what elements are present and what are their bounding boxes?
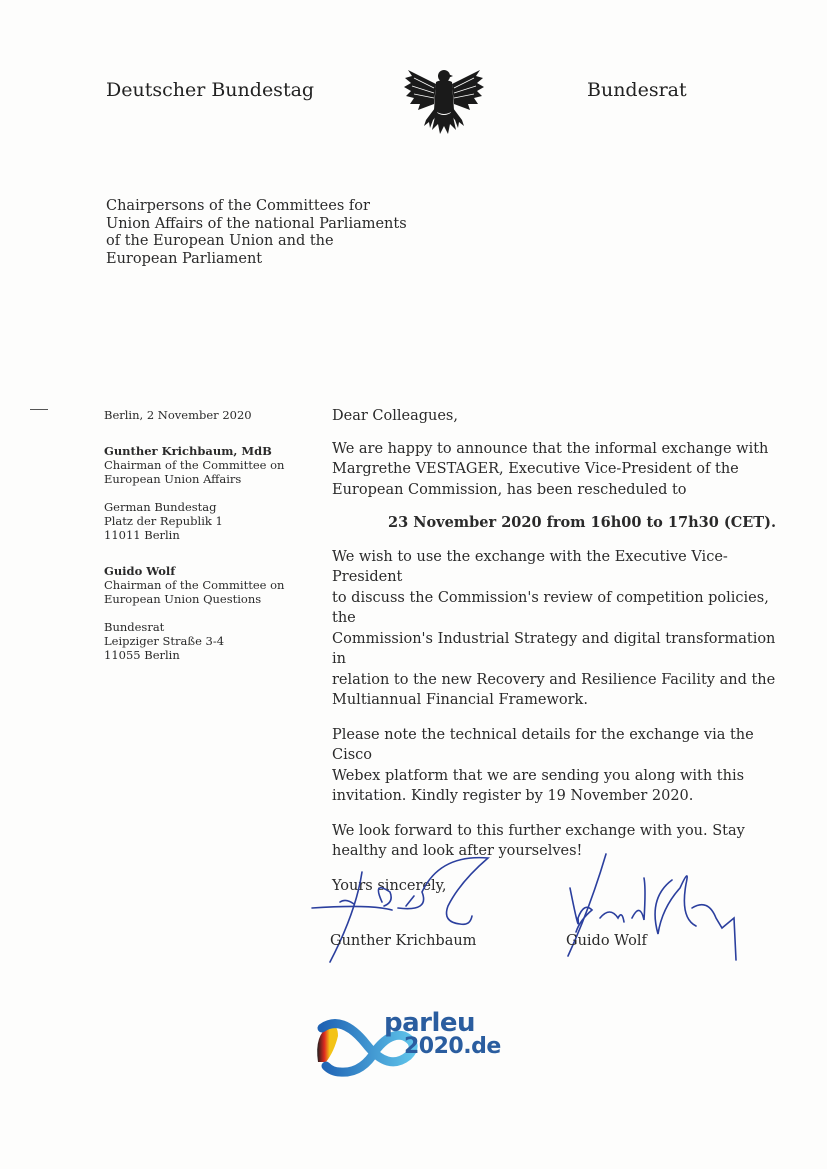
sender2-role: European Union Questions bbox=[104, 592, 262, 606]
closing: Yours sincerely, bbox=[332, 877, 447, 894]
recipient-line: Union Affairs of the national Parliaments bbox=[106, 215, 407, 232]
sender1-address: 11011 Berlin bbox=[104, 528, 180, 542]
paragraph-line: Commission's Industrial Strategy and digital transformation in bbox=[332, 630, 776, 667]
bundesrat-header: Bundesrat bbox=[587, 79, 687, 101]
sender1-name: Gunther Krichbaum, MdB bbox=[104, 444, 272, 458]
sender1-address: Platz der Republik 1 bbox=[104, 514, 223, 528]
bundestag-header: Deutscher Bundestag bbox=[106, 79, 315, 101]
recipient-line: European Parliament bbox=[106, 250, 263, 267]
logo-line-1: parleu bbox=[384, 1008, 476, 1038]
recipient-line: of the European Union and the bbox=[106, 233, 334, 249]
signatory-2-name: Guido Wolf bbox=[566, 933, 647, 949]
paragraph-line: healthy and look after yourselves! bbox=[332, 843, 583, 859]
sender1-role: Chairman of the Committee on bbox=[104, 458, 285, 472]
parleu-logo bbox=[312, 1010, 512, 1080]
signature-krichbaum bbox=[310, 852, 490, 967]
paragraph-line: Please note the technical details for the exchange via the Cisco bbox=[332, 726, 754, 763]
paragraph-line: Margrethe VESTAGER, Executive Vice-President of the bbox=[332, 461, 739, 477]
logo-line-2: 2020.de bbox=[404, 1034, 501, 1059]
fold-mark bbox=[30, 409, 48, 410]
paragraph-line: Multiannual Financial Framework. bbox=[332, 692, 588, 708]
letter-body bbox=[332, 406, 782, 896]
salutation: Dear Colleagues, bbox=[332, 408, 458, 424]
recipient-line: Chairpersons of the Committees for bbox=[106, 198, 370, 214]
sender2-role: Chairman of the Committee on bbox=[104, 578, 285, 592]
sender1-role: European Union Affairs bbox=[104, 472, 242, 486]
paragraph-line: relation to the new Recovery and Resilience Facility and the bbox=[332, 671, 776, 688]
meeting-date: 23 November 2020 from 16h00 to 17h30 (CET). bbox=[388, 514, 777, 531]
paragraph-line: We look forward to this further exchange with you. Stay bbox=[332, 822, 745, 839]
letter-date: Berlin, 2 November 2020 bbox=[104, 408, 252, 422]
sender2-address: Bundesrat bbox=[104, 620, 165, 634]
sender-sidebar bbox=[104, 408, 314, 662]
signatory-1-name: Gunther Krichbaum bbox=[330, 933, 477, 949]
paragraph-line: European Commission, has been rescheduled to bbox=[332, 481, 687, 498]
sender2-name: Guido Wolf bbox=[104, 564, 176, 578]
paragraph-line: We wish to use the exchange with the Executive Vice-President bbox=[332, 548, 728, 585]
sender1-address: German Bundestag bbox=[104, 500, 217, 514]
paragraph-line: Webex platform that we are sending you along with this bbox=[332, 767, 745, 784]
recipient-address bbox=[106, 198, 407, 268]
signature-wolf bbox=[540, 848, 740, 968]
sender2-address: Leipziger Straße 3-4 bbox=[104, 634, 225, 648]
sender2-address: 11055 Berlin bbox=[104, 648, 180, 662]
paragraph-line: invitation. Kindly register by 19 November 2020. bbox=[332, 788, 694, 804]
paragraph-line: to discuss the Commission's review of competition policies, the bbox=[332, 589, 769, 626]
federal-eagle-icon bbox=[402, 64, 486, 140]
paragraph-line: We are happy to announce that the informal exchange with bbox=[332, 440, 769, 457]
